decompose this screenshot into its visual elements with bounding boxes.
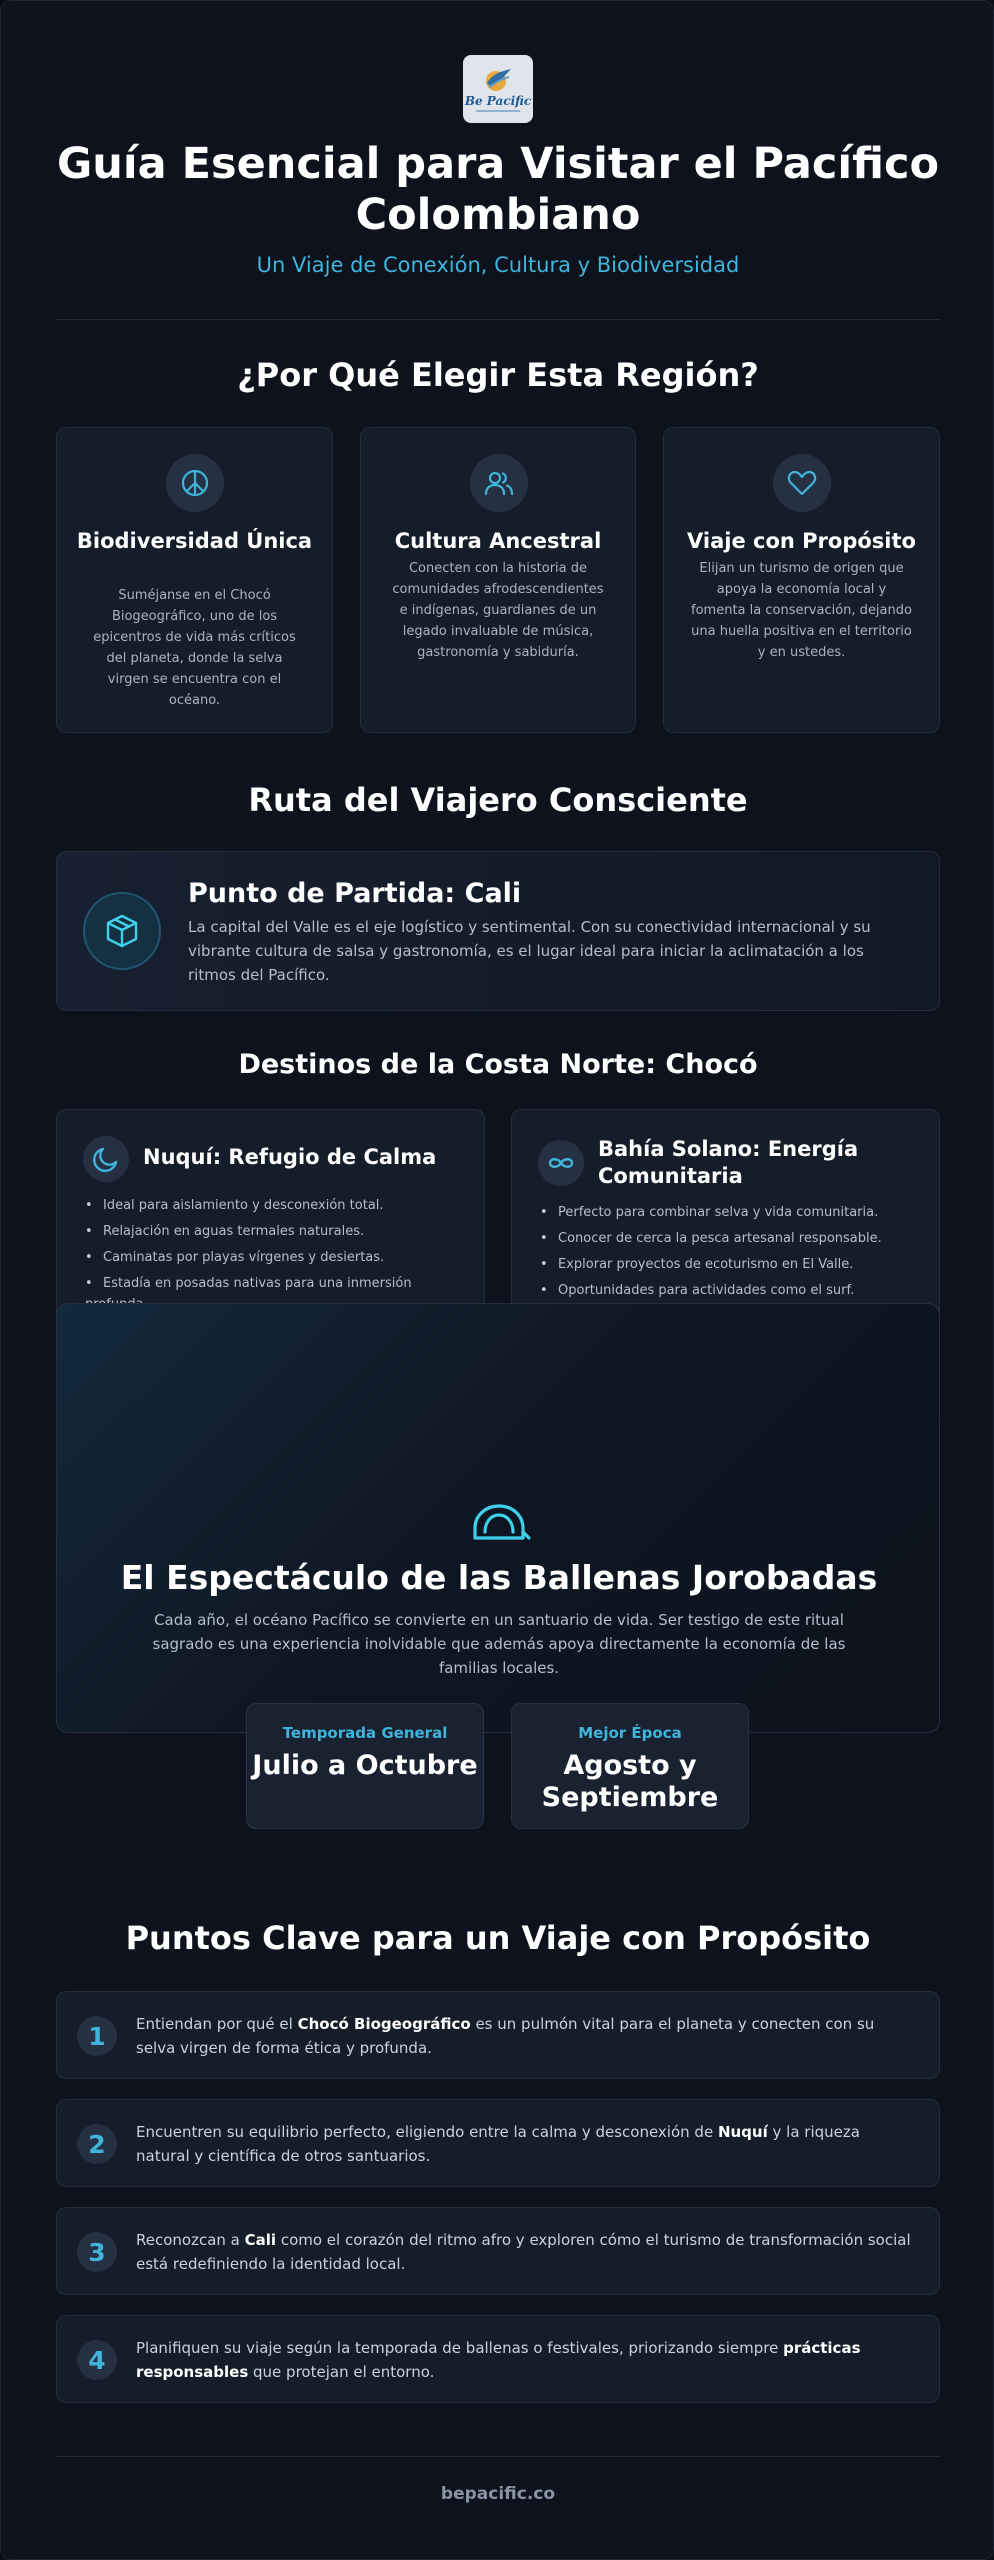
- why-card-purpose: [663, 427, 940, 733]
- season-card-general: [246, 1703, 484, 1829]
- key-point-card: [56, 1991, 940, 2079]
- key-points-title: Puntos Clave para un Viaje con Propósito: [125, 1919, 871, 1957]
- key-point-card: [56, 2207, 940, 2295]
- logo-mark-icon: [483, 67, 513, 93]
- season-label: Temporada General: [282, 1724, 448, 1742]
- whales-title: El Espectáculo de las Ballenas Jorobadas: [120, 1558, 878, 1597]
- wave-icon: [469, 1502, 531, 1544]
- why-card-title: Viaje con Propósito: [687, 529, 916, 553]
- key-point-text: Entiendan por qué el Chocó Biogeográfico es un pulmón vital para el planeta y conecten con su selva virgen de forma ética y profunda.: [136, 2015, 875, 2057]
- list-item: • Estadía en posadas nativas para una inmersión: [85, 1276, 412, 1291]
- start-point-card: [56, 851, 940, 1011]
- page-subtitle: Un Viaje de Conexión, Cultura y Biodiversidad: [256, 253, 740, 277]
- heart-icon: [773, 454, 831, 512]
- cube-icon: [83, 892, 161, 970]
- key-point-number: 2: [77, 2124, 117, 2164]
- why-card-text: Conecten con la historia de comunidades afrodescendientes e indígenas, guardianes de un legado invaluable de música, gastronomía y sabiduría.: [392, 561, 604, 660]
- list-item: • Explorar proyectos de ecoturismo en El Valle.: [540, 1257, 854, 1272]
- moon-icon: [83, 1136, 129, 1182]
- page-title: Guía Esencial para Visitar el Pacífico Colombiano: [56, 139, 940, 240]
- key-point-number: 4: [77, 2340, 117, 2380]
- list-item: • Relajación en aguas termales naturales.: [85, 1224, 365, 1239]
- destination-title: Nuquí: Refugio de Calma: [143, 1145, 437, 1169]
- peace-icon: [166, 454, 224, 512]
- whales-text: Cada año, el océano Pacífico se convierte en un santuario de vida. Ser testigo de este ritual sagrado es una experiencia inolvidable que además apoya directamente la economía de las familias locales.: [152, 1611, 846, 1677]
- whales-card: [56, 1303, 940, 1733]
- list-item: • Caminatas por playas vírgenes y desiertas.: [85, 1250, 385, 1265]
- footer-link[interactable]: bepacific.co: [440, 2484, 556, 2504]
- list-item: • Perfecto para combinar selva y vida comunitaria.: [540, 1205, 879, 1220]
- season-label: Mejor Época: [578, 1724, 682, 1742]
- start-point-title: Punto de Partida: Cali: [188, 878, 522, 909]
- why-card-title: Biodiversidad Única: [76, 529, 313, 553]
- key-point-number: 1: [77, 2016, 117, 2056]
- list-item: • Ideal para aislamiento y desconexión total.: [85, 1198, 384, 1213]
- why-section-title: ¿Por Qué Elegir Esta Región?: [237, 356, 759, 394]
- season-value: Julio a Octubre: [252, 1750, 478, 1781]
- key-point-number: 3: [77, 2232, 117, 2272]
- key-point-card: [56, 2099, 940, 2187]
- list-item: • Conocer de cerca la pesca artesanal responsable.: [540, 1231, 882, 1246]
- divider: [56, 2456, 940, 2457]
- route-section-title: Ruta del Viajero Consciente: [248, 781, 748, 819]
- divider: [56, 319, 940, 320]
- key-point-text: Encuentren su equilibrio perfecto, eligiendo entre la calma y desconexión de Nuquí y la riqueza natural y científica de otros santuarios.: [136, 2123, 860, 2165]
- season-value: Agosto y Septiembre: [541, 1750, 719, 1813]
- north-coast-title: Destinos de la Costa Norte: Chocó: [238, 1049, 758, 1080]
- start-point-text: La capital del Valle es el eje logístico y sentimental. Con su conectividad internacional y su vibrante cultura de salsa y gastronomía, es el lugar ideal para iniciar la aclimatación a los ritmos del Pacífico.: [188, 918, 871, 984]
- key-point-card: [56, 2315, 940, 2403]
- why-card-text: Suméjanse en el Chocó Biogeográfico, uno de los epicentros de vida más críticos del planeta, donde la selva virgen se encuentra con el océano.: [93, 588, 296, 708]
- logo-text: Be Pacific: [464, 93, 532, 108]
- infinity-icon: [538, 1140, 584, 1186]
- destination-title: Bahía Solano: Energía Comunitaria: [598, 1137, 859, 1188]
- why-card-text: Elijan un turismo de origen que apoya la economía local y fomenta la conservación, dejando una huella positiva en el territorio y en ustedes.: [691, 561, 912, 660]
- logo-underline: [476, 110, 520, 112]
- list-item: • Oportunidades para actividades como el surf.: [540, 1283, 855, 1298]
- why-card-title: Cultura Ancestral: [394, 529, 602, 553]
- why-card-biodiversity: [56, 427, 333, 733]
- brand-logo[interactable]: [463, 55, 533, 123]
- users-icon: [470, 454, 528, 512]
- why-card-culture: [360, 427, 636, 733]
- season-card-best: [511, 1703, 749, 1829]
- key-point-text: Planifiquen su viaje según la temporada de ballenas o festivales, priorizando siempre prácticas responsables que protejan el entorno.: [136, 2339, 861, 2381]
- key-point-text: Reconozcan a Cali como el corazón del ritmo afro y exploren cómo el turismo de transformación social está redefiniendo la identidad local.: [136, 2231, 911, 2273]
